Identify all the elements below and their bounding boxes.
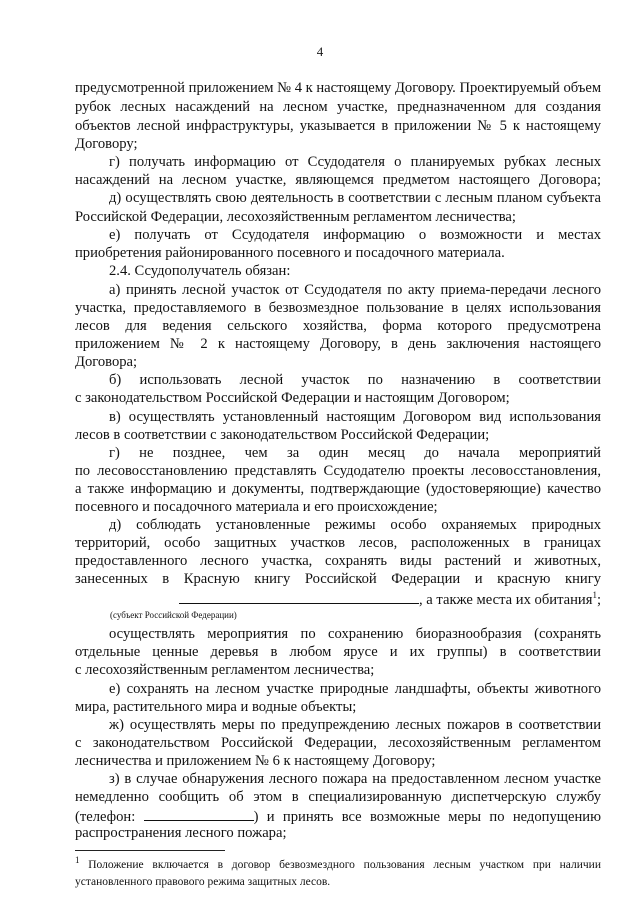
text-line: занесенных в Красную книгу Российской Федерации и красную книгу [75,571,601,587]
text-line-with-blank [75,807,601,824]
text-line: лесов в соответствии с законодательством Российской Федерации; [75,427,490,443]
text-line: распространения лесного пожара; [75,825,287,841]
text-line: по лесовосстановлению представлять Ссудодателю проекты лесовосстановления, [75,463,601,479]
text-line: Договора; [75,354,138,370]
text-line: осуществлять мероприятия по сохранению биоразнообразия (сохранять [109,626,601,642]
phone-blank-field [144,807,254,821]
text-line: г) не позднее, чем за один месяц до начала мероприятий [109,445,601,461]
text-fragment: (телефон: [75,809,144,825]
text-line: отдельные ценные деревья в любом ярусе и их группы) в соответствии [75,644,601,660]
text-line: приложением № 2 к настоящему Договору, в день заключения настоящего [75,336,601,352]
text-line: участка, предоставляемого в безвозмездное пользование в целях использования [75,300,601,316]
blank-field-caption: (субъект Российской Федерации) [110,610,237,620]
text-line: объектов лесной инфраструктуры, указывается в приложении № 5 к настоящему [75,118,601,134]
text-line: насаждений на лесном участке, являющемся предметом настоящего Договора; [75,172,601,188]
text-line: лесов для ведения сельского хозяйства, форма которого предусмотрена [75,318,601,334]
text-fragment: ) и принять все возможные меры по недопущению [253,809,601,825]
text-line: с законодательством Российской Федерации и настоящим Договором; [75,390,510,406]
footnote-text: Положение включается в договор безвозмездного пользования лесным участком при наличии [79,859,601,871]
page-number: 4 [316,44,324,59]
text-line: территорий, особо защитных участков лесов, расположенных в границах [75,535,601,551]
text-line: мира, растительного мира и водные объекты; [75,699,357,715]
footnote-marker: 1 [75,855,80,866]
text-line: приобретения районированного посевного и посадочного материала. [75,245,505,261]
text-line: Договору; [75,136,138,152]
text-line: рубок лесных насаждений на лесном участке, предназначенном для создания [75,99,601,115]
text-line: с законодательством Российской Федерации, лесохозяйственным регламентом [75,735,601,751]
footnote-line [75,855,601,873]
text-line: д) соблюдать установленные режимы особо охраняемых природных [109,517,601,533]
blank-field-region [179,590,419,604]
text-fragment: ; [596,592,601,608]
section-heading: 2.4. Ссудополучатель обязан: [109,263,291,279]
text-line: Российской Федерации, лесохозяйственным регламентом лесничества; [75,209,516,225]
text-line: предусмотренной приложением № 4 к настоящему Договору. Проектируемый объем [75,80,602,96]
text-line: предоставленного лесного участка, сохранять виды растений и животных, [75,553,601,569]
text-line: д) осуществлять свою деятельность в соответствии с лесным планом субъекта [109,190,601,206]
text-line: а) принять лесной участок от Ссудодателя по акту приема-передачи лесного [109,282,601,298]
text-line: а также информацию и документы, подтверждающие (удостоверяющие) качество [75,481,601,497]
text-line: лесничества и приложением № 6 к настоящему Договору; [75,753,436,769]
text-line: г) получать информацию от Ссудодателя о планируемых рубках лесных [109,154,601,170]
text-line: е) сохранять на лесном участке природные ландшафты, объекты животного [109,681,601,697]
text-line: посевного и посадочного материала и его происхождение; [75,499,438,515]
text-line: е) получать от Ссудодателя информацию о возможности и местах [109,227,601,243]
text-line: немедленно сообщить об этом в специализированную диспетчерскую службу [75,789,601,805]
text-line: с лесохозяйственным регламентом лесничества; [75,662,375,678]
text-line: з) в случае обнаружения лесного пожара на предоставленном лесном участке [109,771,601,787]
text-line-with-blank [75,590,601,607]
text-fragment: , а также места их обитания [418,592,593,608]
text-line: ж) осуществлять меры по предупреждению лесных пожаров в соответствии [109,717,601,733]
text-line: б) использовать лесной участок по назначению в соответствии [109,372,601,388]
text-line: в) осуществлять установленный настоящим Договором вид использования [109,409,601,425]
footnote-separator [75,850,225,851]
footnote-line: установленного правового режима защитных лесов. [75,876,331,888]
footnote-reference: 1 [592,590,597,601]
